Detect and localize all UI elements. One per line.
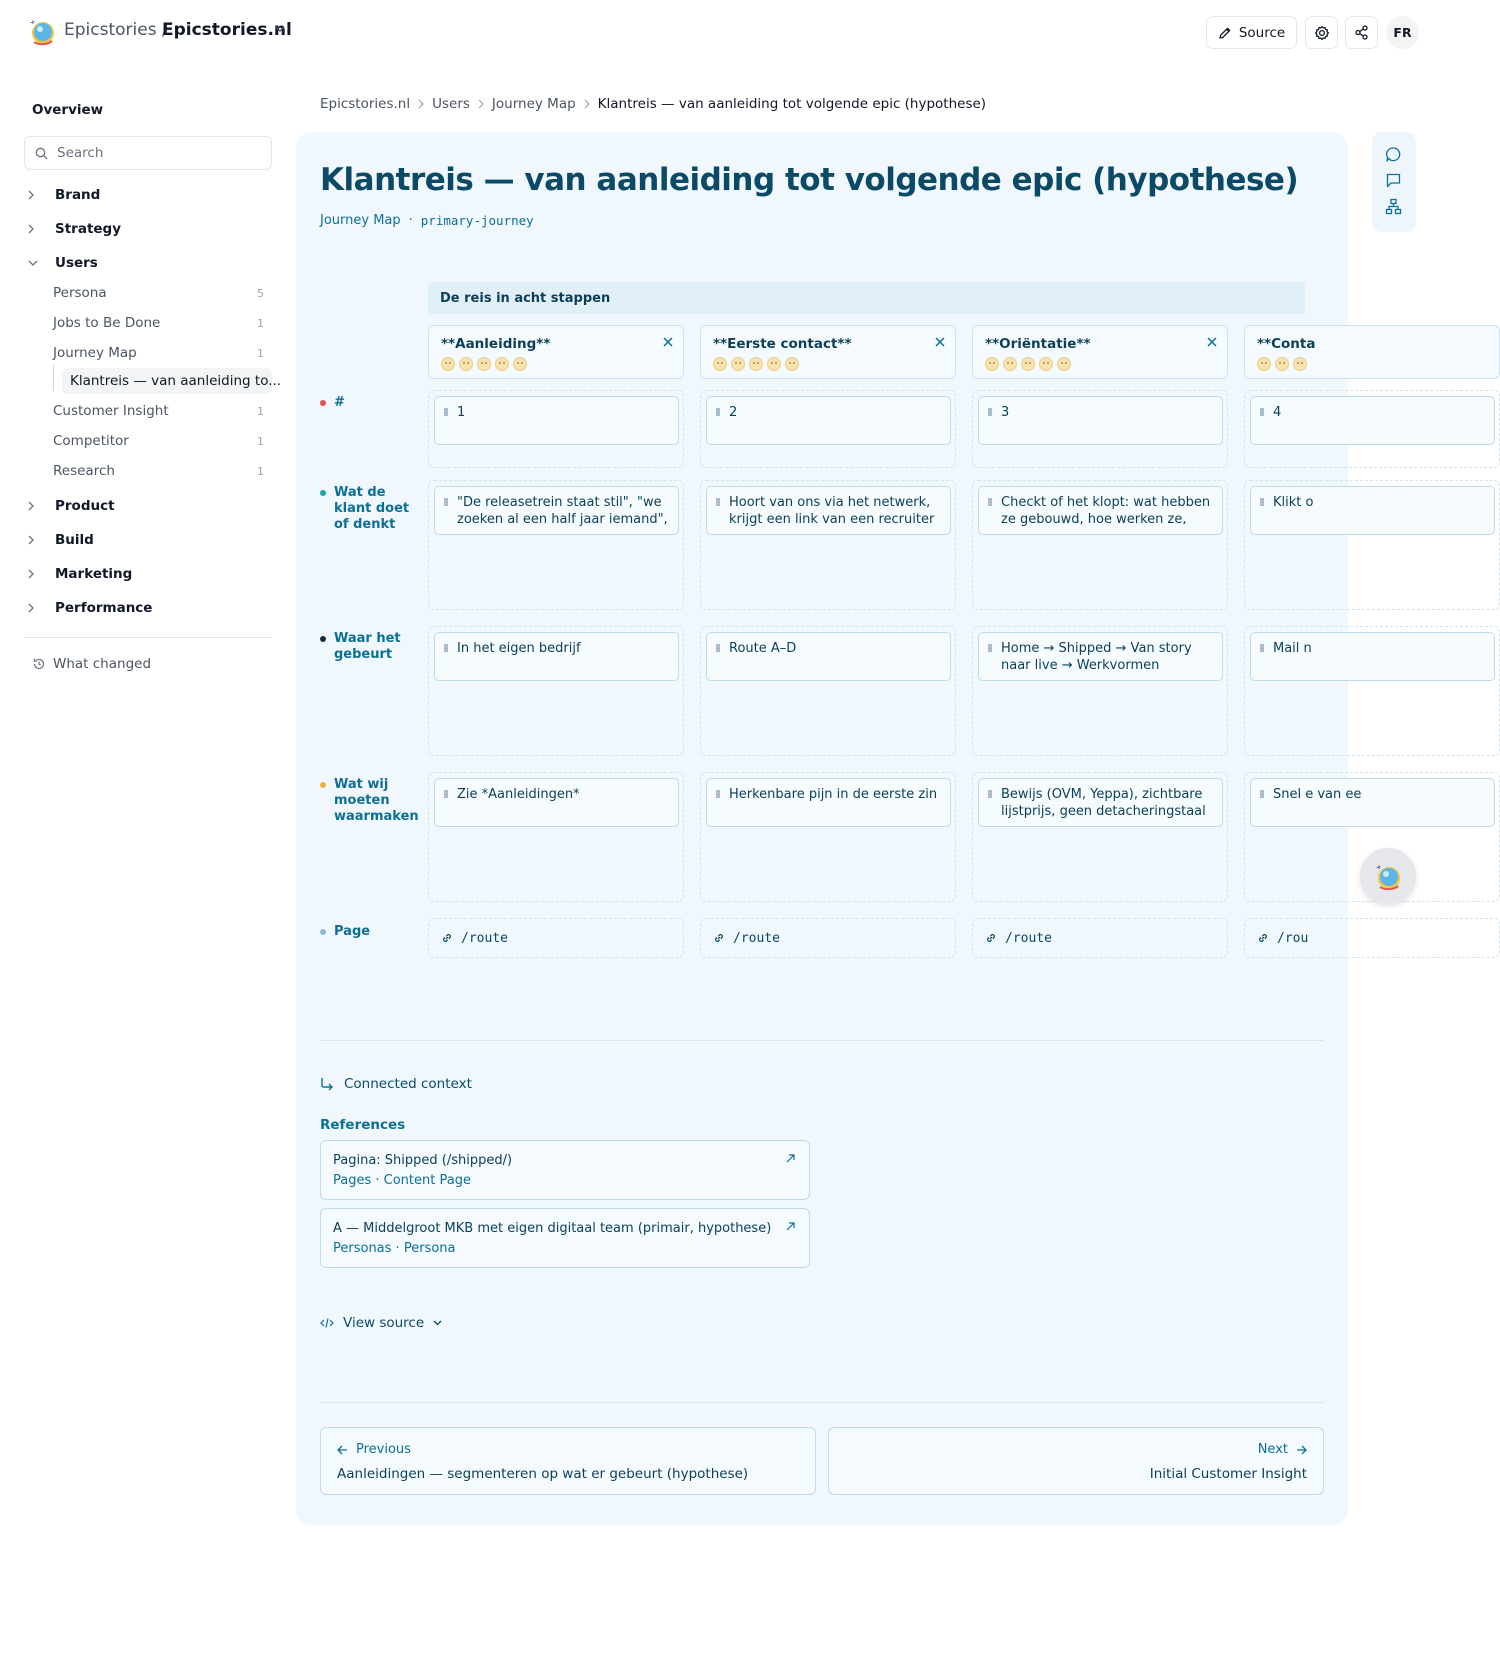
cell-slot — [700, 626, 956, 756]
cell-slot — [700, 390, 956, 468]
message-square-icon[interactable] — [1385, 172, 1402, 189]
drag-handle-icon[interactable] — [716, 644, 720, 652]
breadcrumb-item[interactable]: Users — [432, 96, 470, 112]
chevron-right-icon — [478, 99, 484, 109]
reference-card[interactable] — [320, 1208, 810, 1268]
sidebar-item-count: 1 — [257, 346, 264, 360]
journey-map-grid — [320, 282, 1362, 962]
page-link[interactable] — [1244, 918, 1500, 958]
sidebar-item-journey-map[interactable] — [53, 341, 272, 365]
drag-handle-icon[interactable] — [444, 644, 448, 652]
drag-handle-icon[interactable] — [444, 790, 448, 798]
page-link[interactable] — [428, 918, 684, 958]
row-dot — [320, 636, 326, 642]
journey-cell[interactable] — [978, 396, 1223, 445]
external-link-icon[interactable] — [786, 1154, 795, 1163]
sidebar-section-label: Strategy — [55, 221, 122, 237]
cell-slot — [428, 772, 684, 902]
emoji-icon[interactable] — [495, 357, 509, 371]
drag-handle-icon[interactable] — [988, 790, 992, 798]
chevron-right-icon — [28, 603, 40, 613]
reference-subtitle: Pages · Content Page — [333, 1173, 471, 1188]
sidebar-item-count: 1 — [257, 434, 264, 448]
cell-text: Mail n — [1273, 641, 1312, 656]
cell-text: 4 — [1273, 405, 1282, 420]
stage-card[interactable] — [700, 325, 956, 379]
emoji-icon[interactable] — [1293, 357, 1307, 371]
user-avatar[interactable]: FR — [1386, 16, 1419, 49]
right-tool-rail — [1372, 132, 1416, 232]
cell-text: Route A–D — [729, 641, 797, 656]
emoji-icon[interactable] — [513, 357, 527, 371]
sidebar-item-label: Jobs to Be Done — [53, 315, 161, 331]
corner-arrow-icon — [320, 1077, 334, 1091]
sidebar-item-label: Competitor — [53, 433, 129, 449]
stage-card[interactable] — [1244, 325, 1500, 379]
sentiment-scale[interactable] — [713, 357, 799, 371]
emoji-icon[interactable] — [767, 357, 781, 371]
sidebar-section-label: Brand — [55, 187, 101, 203]
cell-text: Snel e van ee — [1273, 787, 1362, 802]
what-changed-link[interactable] — [32, 656, 151, 672]
sidebar-item-competitor[interactable] — [53, 429, 272, 453]
sidebar-section-marketing[interactable] — [24, 562, 272, 586]
journey-cell[interactable] — [706, 778, 951, 827]
emoji-icon[interactable] — [1057, 357, 1071, 371]
chevron-right-icon — [418, 99, 424, 109]
cell-text: 2 — [729, 405, 738, 420]
search-input[interactable] — [24, 136, 272, 170]
search-placeholder: Search — [57, 145, 104, 161]
arrow-left-icon — [337, 1445, 348, 1455]
previous-direction — [337, 1442, 411, 1457]
drag-handle-icon[interactable] — [1260, 790, 1264, 798]
reference-title: A — Middelgroot MKB met eigen digitaal team (primair, hypothese) — [333, 1221, 772, 1236]
sidebar-item-customer-insight[interactable] — [53, 399, 272, 423]
journey-cell[interactable] — [1250, 632, 1495, 681]
link-icon — [985, 932, 997, 944]
drag-handle-icon[interactable] — [1260, 498, 1264, 506]
journey-cell[interactable] — [706, 632, 951, 681]
sidebar-section-users[interactable] — [24, 251, 272, 275]
chevron-right-icon — [28, 224, 40, 234]
sentiment-scale[interactable] — [1257, 357, 1307, 371]
page-route: /rou — [1277, 930, 1309, 946]
chevron-right-icon — [584, 99, 590, 109]
sitemap-icon[interactable] — [1385, 198, 1402, 215]
previous-label: Previous — [356, 1442, 411, 1457]
emoji-icon[interactable] — [477, 357, 491, 371]
journey-cell[interactable] — [978, 486, 1223, 535]
sidebar-section-label: Product — [55, 498, 115, 514]
page-link[interactable] — [700, 918, 956, 958]
emoji-icon[interactable] — [985, 357, 999, 371]
stage-card[interactable] — [972, 325, 1228, 379]
what-changed-label: What changed — [53, 656, 152, 672]
journey-cell[interactable] — [1250, 396, 1495, 445]
sidebar-section-label: Users — [55, 255, 98, 271]
connected-context-label: Connected context — [344, 1076, 472, 1092]
assistant-logo-icon — [1374, 861, 1402, 891]
cell-slot — [1244, 390, 1500, 468]
row-label-number — [334, 395, 414, 411]
drag-handle-icon[interactable] — [716, 790, 720, 798]
emoji-icon[interactable] — [713, 357, 727, 371]
row-label-text: Wat de klant doet of denkt — [334, 485, 410, 532]
close-icon[interactable] — [935, 337, 945, 347]
cell-text: Bewijs (OVM, Yeppa), zichtbare lijstprijs, geen detacheringstaal — [1001, 787, 1206, 819]
close-icon[interactable] — [1207, 337, 1217, 347]
journey-cell[interactable] — [434, 396, 679, 445]
reference-card[interactable] — [320, 1140, 810, 1200]
emoji-icon[interactable] — [1257, 357, 1271, 371]
view-source-label: View source — [343, 1315, 425, 1331]
sidebar-item-count: 5 — [257, 286, 264, 300]
breadcrumb-item[interactable]: Journey Map — [491, 96, 576, 112]
next-title: Initial Customer Insight — [1149, 1466, 1307, 1482]
drag-handle-icon[interactable] — [988, 498, 992, 506]
row-label-page — [334, 924, 414, 940]
journey-cell[interactable] — [706, 396, 951, 445]
cell-text: Klikt o — [1273, 495, 1314, 510]
drag-handle-icon[interactable] — [444, 408, 448, 416]
cell-slot — [700, 772, 956, 902]
chevron-right-icon — [28, 569, 40, 579]
arrow-right-icon — [1296, 1445, 1307, 1455]
settings-button[interactable] — [1305, 16, 1338, 49]
page-route: /route — [1005, 930, 1052, 946]
page-title: Klantreis — van aanleiding tot volgende epic (hypothese) — [320, 162, 1299, 198]
link-icon — [713, 932, 725, 944]
section-divider — [320, 1040, 1324, 1041]
cell-text: Checkt of het klopt: wat hebben ze gebouwd, hoe werken ze, — [1001, 495, 1211, 527]
code-icon — [320, 1317, 334, 1329]
view-source-toggle[interactable] — [320, 1315, 442, 1331]
breadcrumb-item[interactable]: Epicstories.nl — [320, 96, 411, 112]
sidebar-item-research[interactable] — [53, 459, 272, 483]
cell-slot — [972, 480, 1228, 610]
page-route: /route — [733, 930, 780, 946]
link-icon — [441, 932, 453, 944]
project-name[interactable]: Epicstories.nl — [162, 20, 292, 40]
source-button[interactable] — [1206, 16, 1297, 49]
emoji-icon[interactable] — [459, 357, 473, 371]
next-direction — [1258, 1442, 1307, 1457]
meta-separator: · — [408, 213, 413, 228]
journey-cell[interactable] — [706, 486, 951, 535]
top-bar — [0, 0, 1440, 64]
cell-slot — [428, 480, 684, 610]
row-label-text: # — [334, 395, 345, 410]
history-icon — [32, 657, 46, 671]
breadcrumb-current: Klantreis — van aanleiding tot volgende epic (hypothese) — [597, 96, 987, 112]
cell-text: Home → Shipped → Van story naar live → Werkvormen — [1001, 641, 1192, 673]
row-label-waar — [334, 631, 414, 663]
comment-icon[interactable] — [1385, 146, 1402, 163]
cell-slot — [972, 390, 1228, 468]
gear-icon — [1314, 25, 1330, 41]
sidebar-item-persona[interactable] — [53, 281, 272, 305]
drag-handle-icon[interactable] — [988, 644, 992, 652]
section-divider — [320, 1402, 1324, 1403]
sidebar-section-brand[interactable] — [24, 183, 272, 207]
assistant-button[interactable] — [1360, 848, 1416, 904]
chevron-right-icon — [28, 535, 40, 545]
row-dot — [320, 929, 326, 935]
sidebar-item-count: 1 — [257, 404, 264, 418]
emoji-icon[interactable] — [1021, 357, 1035, 371]
reference-title: Pagina: Shipped (/shipped/) — [333, 1153, 513, 1168]
link-icon — [1257, 932, 1269, 944]
journey-cell[interactable] — [1250, 778, 1495, 827]
row-dot — [320, 782, 326, 788]
cell-text: 1 — [457, 405, 466, 420]
share-button[interactable] — [1345, 16, 1378, 49]
row-dot — [320, 490, 326, 496]
journey-heading: De reis in acht stappen — [428, 282, 1305, 314]
journey-cell[interactable] — [434, 632, 679, 681]
stage-card[interactable] — [428, 325, 684, 379]
stage-title: **Conta — [1257, 336, 1316, 352]
drag-handle-icon[interactable] — [444, 498, 448, 506]
emoji-icon[interactable] — [749, 357, 763, 371]
sidebar-divider — [24, 637, 272, 638]
sidebar-item-label: Persona — [53, 285, 107, 301]
chevron-down-icon — [28, 260, 40, 266]
search-icon — [35, 147, 48, 160]
drag-handle-icon[interactable] — [1260, 644, 1264, 652]
sidebar-item-klantreis-active[interactable]: Klantreis — van aanleiding to... — [62, 368, 272, 394]
breadcrumb — [320, 96, 986, 112]
sidebar-item-count: 1 — [257, 464, 264, 478]
close-icon[interactable] — [663, 337, 673, 347]
pencil-icon — [1218, 26, 1232, 40]
row-label-text: Waar het gebeurt — [334, 631, 401, 662]
sidebar-overview-link[interactable]: Overview — [32, 102, 104, 118]
cell-slot — [428, 390, 684, 468]
cell-text: In het eigen bedrijf — [457, 641, 581, 656]
chevron-down-icon — [433, 1320, 442, 1326]
sidebar-section-build[interactable] — [24, 528, 272, 552]
next-page-card[interactable] — [828, 1427, 1324, 1495]
cell-slot — [1244, 480, 1500, 610]
share-icon — [1354, 25, 1369, 40]
tree-line — [53, 365, 54, 391]
stage-title: **Aanleiding** — [441, 336, 551, 352]
stage-title: **Eerste contact** — [713, 336, 852, 352]
emoji-icon[interactable] — [1003, 357, 1017, 371]
emoji-icon[interactable] — [785, 357, 799, 371]
journey-cell[interactable] — [434, 778, 679, 827]
cell-slot — [972, 772, 1228, 902]
page-slug: primary-journey — [420, 213, 534, 228]
emoji-icon[interactable] — [1039, 357, 1053, 371]
stage-title: **Oriëntatie** — [985, 336, 1091, 352]
external-link-icon[interactable] — [786, 1222, 795, 1231]
source-button-label: Source — [1238, 24, 1286, 41]
cell-text: Hoort van ons via het netwerk, krijgt een link van een recruiter — [729, 495, 935, 527]
row-label-waarmaken — [334, 777, 419, 825]
sidebar-section-label: Marketing — [55, 566, 133, 582]
emoji-icon[interactable] — [1275, 357, 1289, 371]
page-link[interactable] — [972, 918, 1228, 958]
sidebar-item-label: Customer Insight — [53, 403, 169, 419]
drag-handle-icon[interactable] — [716, 408, 720, 416]
sidebar-section-strategy[interactable] — [24, 217, 272, 241]
next-label: Next — [1257, 1442, 1288, 1457]
content-panel — [296, 132, 1362, 1525]
row-label-doet-denkt — [334, 485, 414, 533]
cell-slot — [1244, 626, 1500, 756]
emoji-icon[interactable] — [731, 357, 745, 371]
sidebar-item-count: 1 — [257, 316, 264, 330]
chevron-right-icon — [28, 501, 40, 511]
sidebar-section-label: Performance — [55, 600, 153, 616]
sidebar-section-performance[interactable] — [24, 596, 272, 620]
cell-slot — [428, 626, 684, 756]
references-heading: References — [320, 1117, 406, 1133]
sidebar-item-label: Journey Map — [53, 345, 137, 361]
row-label-text: Wat wij moeten waarmaken — [334, 777, 419, 824]
cell-text: 3 — [1001, 405, 1010, 420]
journey-cell[interactable] — [1250, 486, 1495, 535]
previous-title: Aanleidingen — segmenteren op wat er gebeurt (hypothese) — [337, 1466, 749, 1482]
emoji-icon[interactable] — [441, 357, 455, 371]
row-label-text: Page — [334, 924, 371, 939]
sentiment-scale[interactable] — [441, 357, 527, 371]
app-logo-icon[interactable] — [28, 16, 56, 46]
chevron-down-icon[interactable] — [275, 26, 285, 33]
cell-text: Zie *Aanleidingen* — [457, 787, 580, 802]
cell-slot — [972, 626, 1228, 756]
org-name[interactable]: Epicstories / — [64, 20, 168, 40]
drag-handle-icon[interactable] — [1260, 408, 1264, 416]
journey-cell[interactable] — [434, 486, 679, 535]
page-meta — [320, 213, 534, 228]
drag-handle-icon[interactable] — [716, 498, 720, 506]
journey-cell[interactable] — [978, 632, 1223, 681]
sidebar-item-label: Research — [53, 463, 115, 479]
journey-cell[interactable] — [978, 778, 1223, 827]
cell-text: "De releasetrein staat stil", "we zoeken al een half jaar iemand", — [457, 495, 668, 527]
cell-text: Herkenbare pijn in de eerste zin — [729, 787, 938, 802]
sidebar-section-product[interactable] — [24, 494, 272, 518]
sidebar-section-label: Build — [55, 532, 94, 548]
page-type-link[interactable]: Journey Map — [320, 213, 401, 228]
row-dot — [320, 400, 326, 406]
cell-slot — [700, 480, 956, 610]
connected-context-toggle[interactable] — [320, 1076, 472, 1092]
reference-subtitle: Personas · Persona — [333, 1241, 456, 1256]
sentiment-scale[interactable] — [985, 357, 1071, 371]
page-route: /route — [461, 930, 508, 946]
chevron-right-icon — [28, 190, 40, 200]
sidebar-item-jobs-to-be-done[interactable] — [53, 311, 272, 335]
drag-handle-icon[interactable] — [988, 408, 992, 416]
previous-page-card[interactable] — [320, 1427, 816, 1495]
